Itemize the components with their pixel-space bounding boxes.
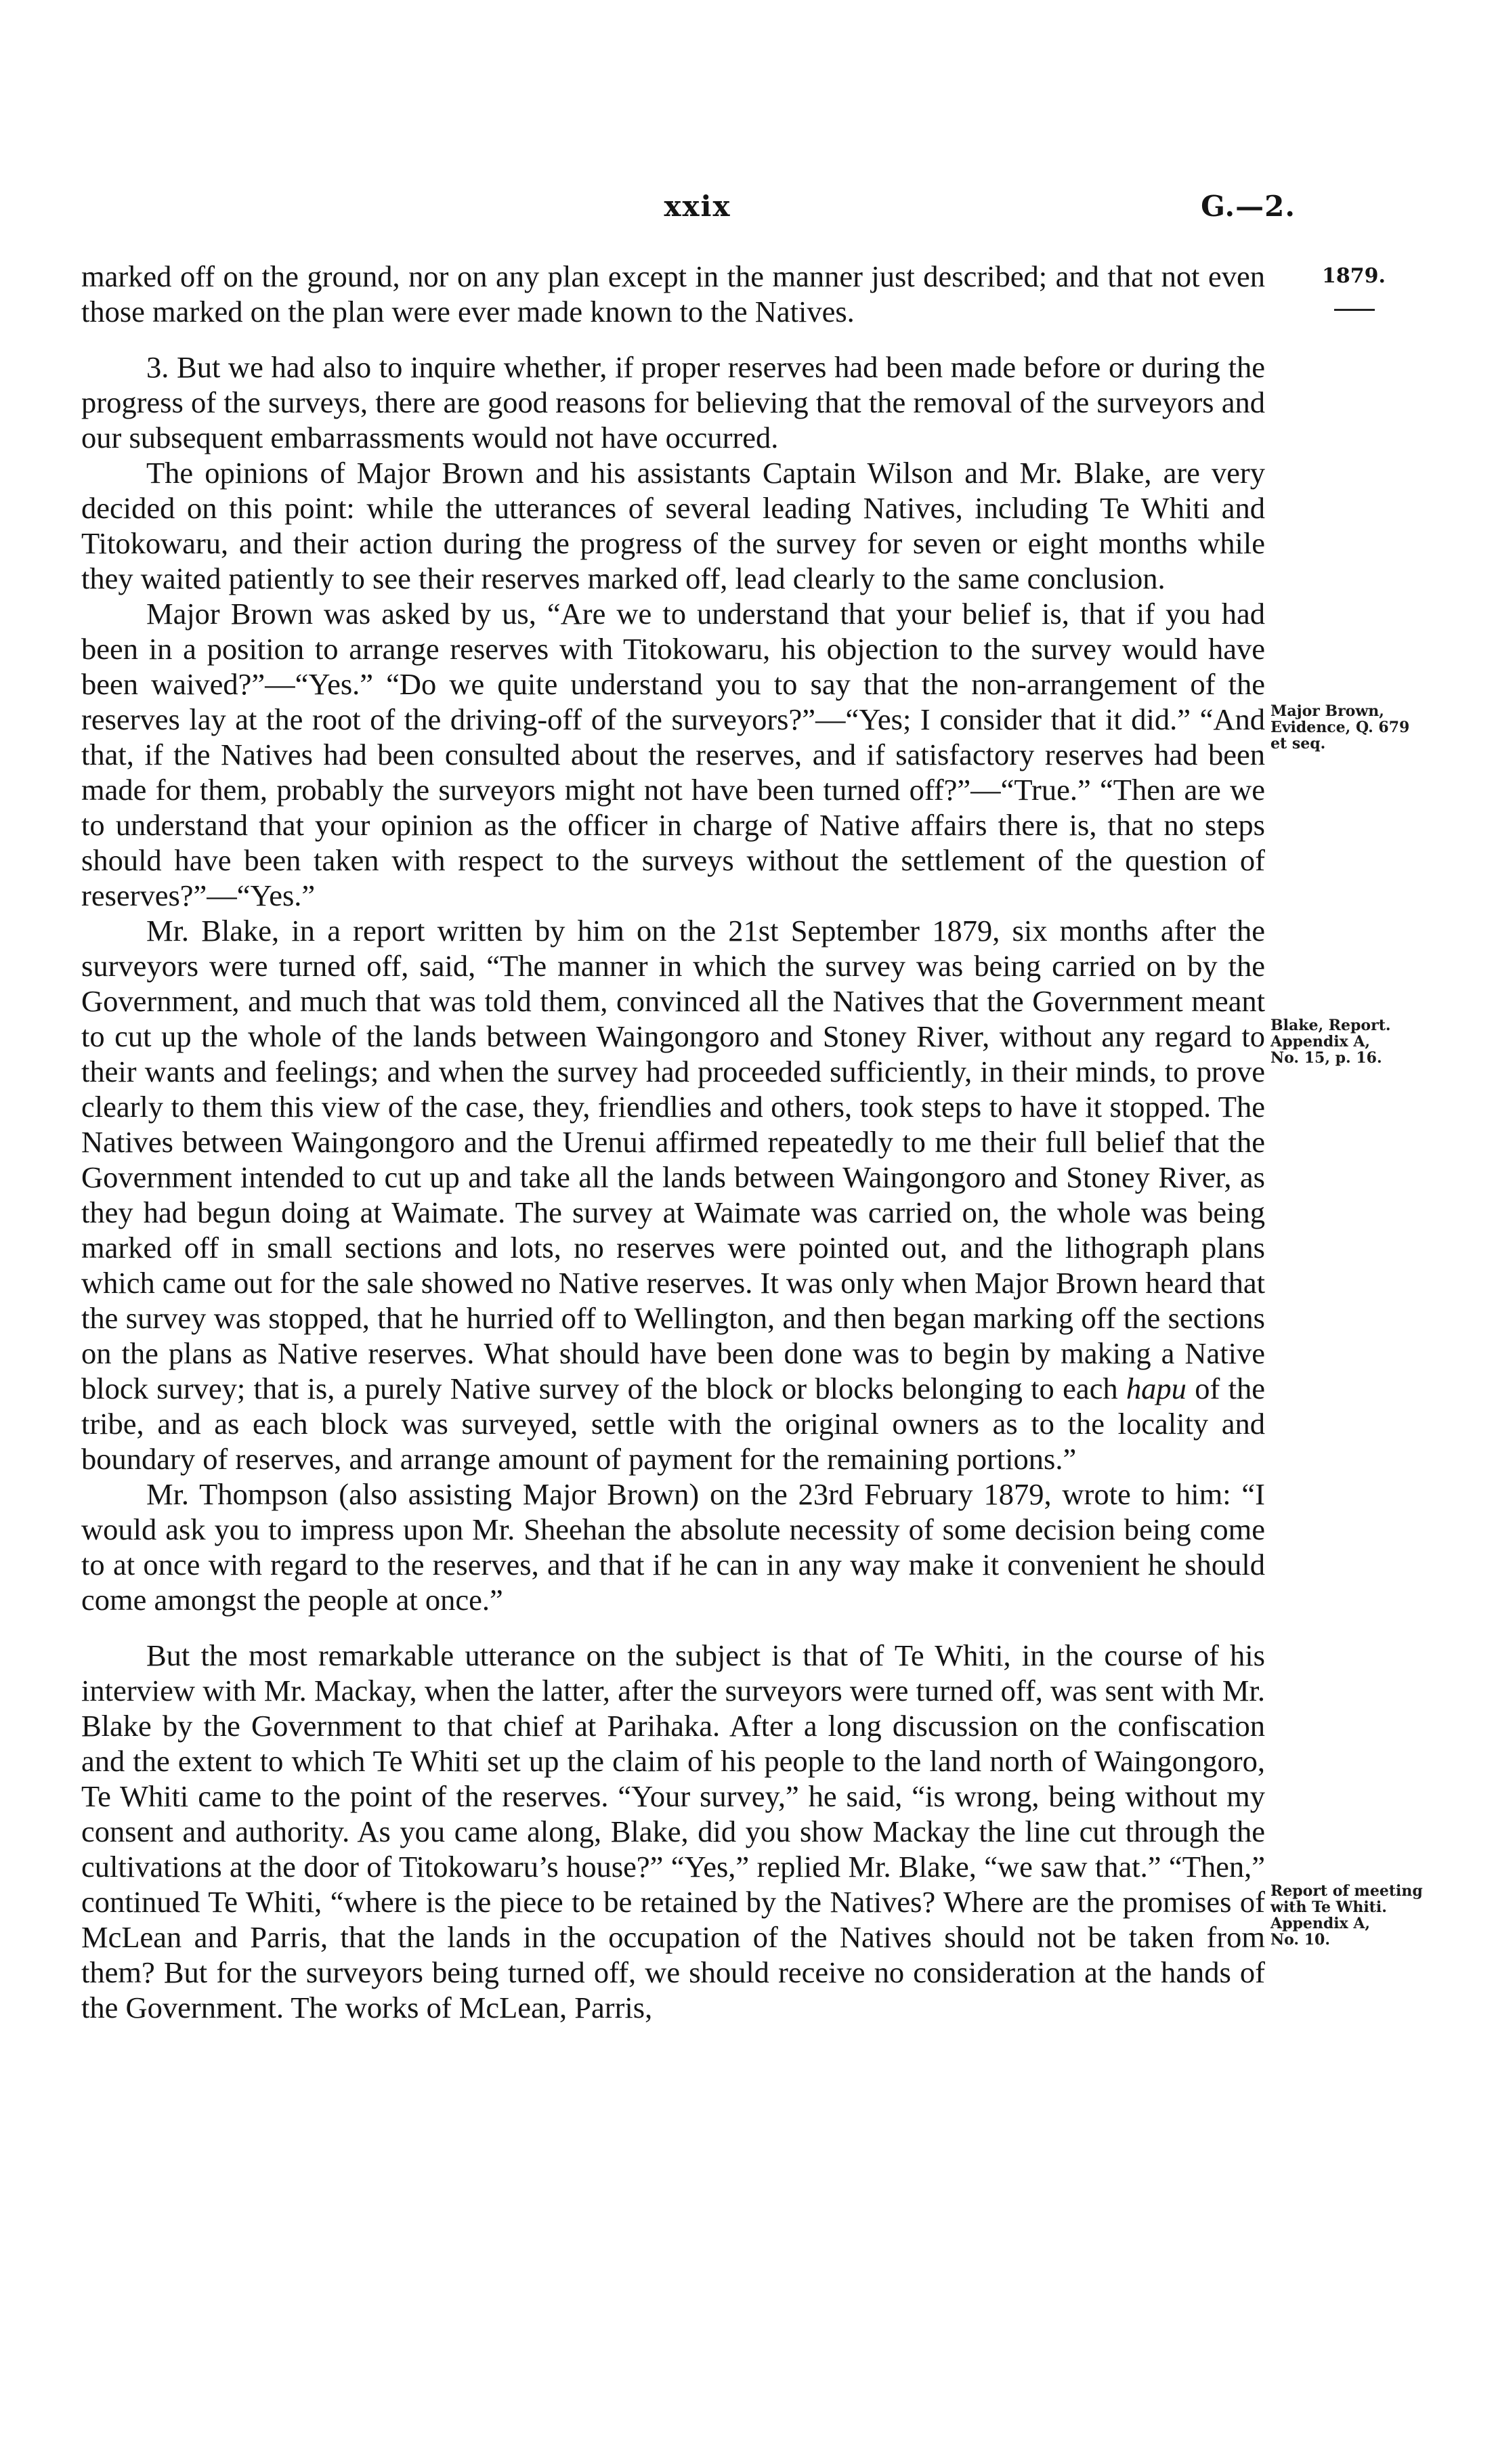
paragraph-major-brown-evidence: Major Brown was asked by us, “Are we to understand that your belief is, that if you had been in a position to arrange reserves with Titokowaru, his objection to the survey would have been waived?”—“Yes.” “Do we quite understand you to say that the non-arrangement of the reserves lay at the root of the driving-off of the surveyors?”—“Yes; I consider that it did.” “And that, if the Natives had been consulted about the reserves, and if satisfactory reserves had been made for them, probably the surveyors might not have been turned off?”—“True.” “Then are we to understand that your opinion as the officer in charge of Native affairs there is, that no steps should have been taken with respect to the surveys without the settlement of the question of reserves?”—“Yes.” (81, 597, 1265, 912)
blake-report-text-end: of the tribe, and as each block was surveyed, settle with the original owners as to the locality and boundary of reserves, and arrange amount of payment for the remaining portions.” (81, 1372, 1266, 1476)
margin-note-blake-report: Blake, Report. Appendix A, No. 15, p. 16. (1270, 1017, 1391, 1067)
page-header (0, 190, 1496, 230)
blake-report-text: Mr. Blake, in a report written by him on the 21st September 1879, six months after the surveyors were turned off, said, “The manner in which the survey was being carried on by the Government, and much that was told them, convinced all the Natives that the Government meant to cut up the whole of the lands between Waingongoro and Stoney River, without any regard to their wants and feelings; and when the survey had proceeded sufficiently, in their minds, to prove clearly to them this view of the case, they, friendlies and others, took steps to have it stopped. The Natives between Waingongoro and the Urenui affirmed repeatedly to me their full belief that the Government intended to cut up and take all the lands between Waingongoro and Stoney River, as they had begun doing at Waimate. The survey at Waimate was carried on, the whole was being marked off in small sections and lots, no reserves were pointed out, and the lithograph plans which came out for the sale showed no Native reserves. It was only when Major Brown heard that the survey was stopped, that he hurried off to Wellington, and then began marking off the sections on the plans as Native reserves. What should have been done was to begin by making a Native block survey; that is, a purely Native survey of the block or blocks belonging to each (81, 914, 1265, 1405)
paragraph-te-whiti: But the most remarkable utterance on the subject is that of Te Whiti, in the course of his interview with Mr. Mackay, when the latter, after the surveyors were turned off, was sent with Mr. Blake by the Government to that chief at Parihaka. After a long discussion on the confiscation and the extent to which Te Whiti set up the claim of his people to the land north of Waingongoro, Te Whiti came to the point of the reserves. “Your survey,” he said, “is wrong, being without my consent and authority. As you came along, Blake, did you show Mackay the line cut through the cultivations at the door of Titokowaru’s house?” “Yes,” replied Mr. Blake, “we saw that.” “Then,” continued Te Whiti, “where is the piece to be retained by the Natives? Where are the promises of McLean and Parris, that the lands in the occupation of the Natives should not be taken from them? But for the surveyors being turned off, we should receive no consideration at the hands of the Government. The works of McLean, Parris, (81, 1638, 1265, 2024)
margin-note-major-brown: Major Brown, Evidence, Q. 679 et seq. (1270, 702, 1410, 752)
paragraph-opinions: The opinions of Major Brown and his assistants Captain Wilson and Mr. Blake, are very decided on this point: while the utterances of several leading Natives, including Te Whiti and Titokowaru, and their action during the progress of the survey for seven or eight months while they waited patiently to see their reserves marked off, lead clearly to the same conclusion. (81, 456, 1265, 595)
paragraph-continuation: marked off on the ground, nor on any plan except in the manner just described; and that not even those marked on the plan were ever made known to the Natives. (81, 259, 1265, 328)
margin-note-te-whiti: Report of meeting with Te Whiti. Appendix A, No. 10. (1270, 1882, 1423, 1949)
body-text (81, 259, 1265, 2025)
hapu-term: hapu (1126, 1372, 1187, 1405)
paragraph-section-3: 3. But we had also to inquire whether, if proper reserves had been made before or during the progress of the surveys, there are good reasons for believing that the removal of the surveyors and our subsequent embarrassments would not have occurred. (81, 350, 1265, 454)
margin-year: 1879. (1322, 264, 1386, 288)
paragraph-thompson: Mr. Thompson (also assisting Major Brown) on the 23rd February 1879, wrote to him: “I would ask you to impress upon Mr. Sheehan the absolute necessity of some decision being come to at once with regard to the reserves, and that if he can in any way make it convenient he should come amongst the people at once.” (81, 1477, 1265, 1617)
document-reference: G.—2. (1201, 190, 1296, 223)
margin-year-rule (1334, 309, 1375, 311)
paragraph-blake-report (81, 913, 1265, 1477)
page-number: xxix (664, 190, 731, 223)
